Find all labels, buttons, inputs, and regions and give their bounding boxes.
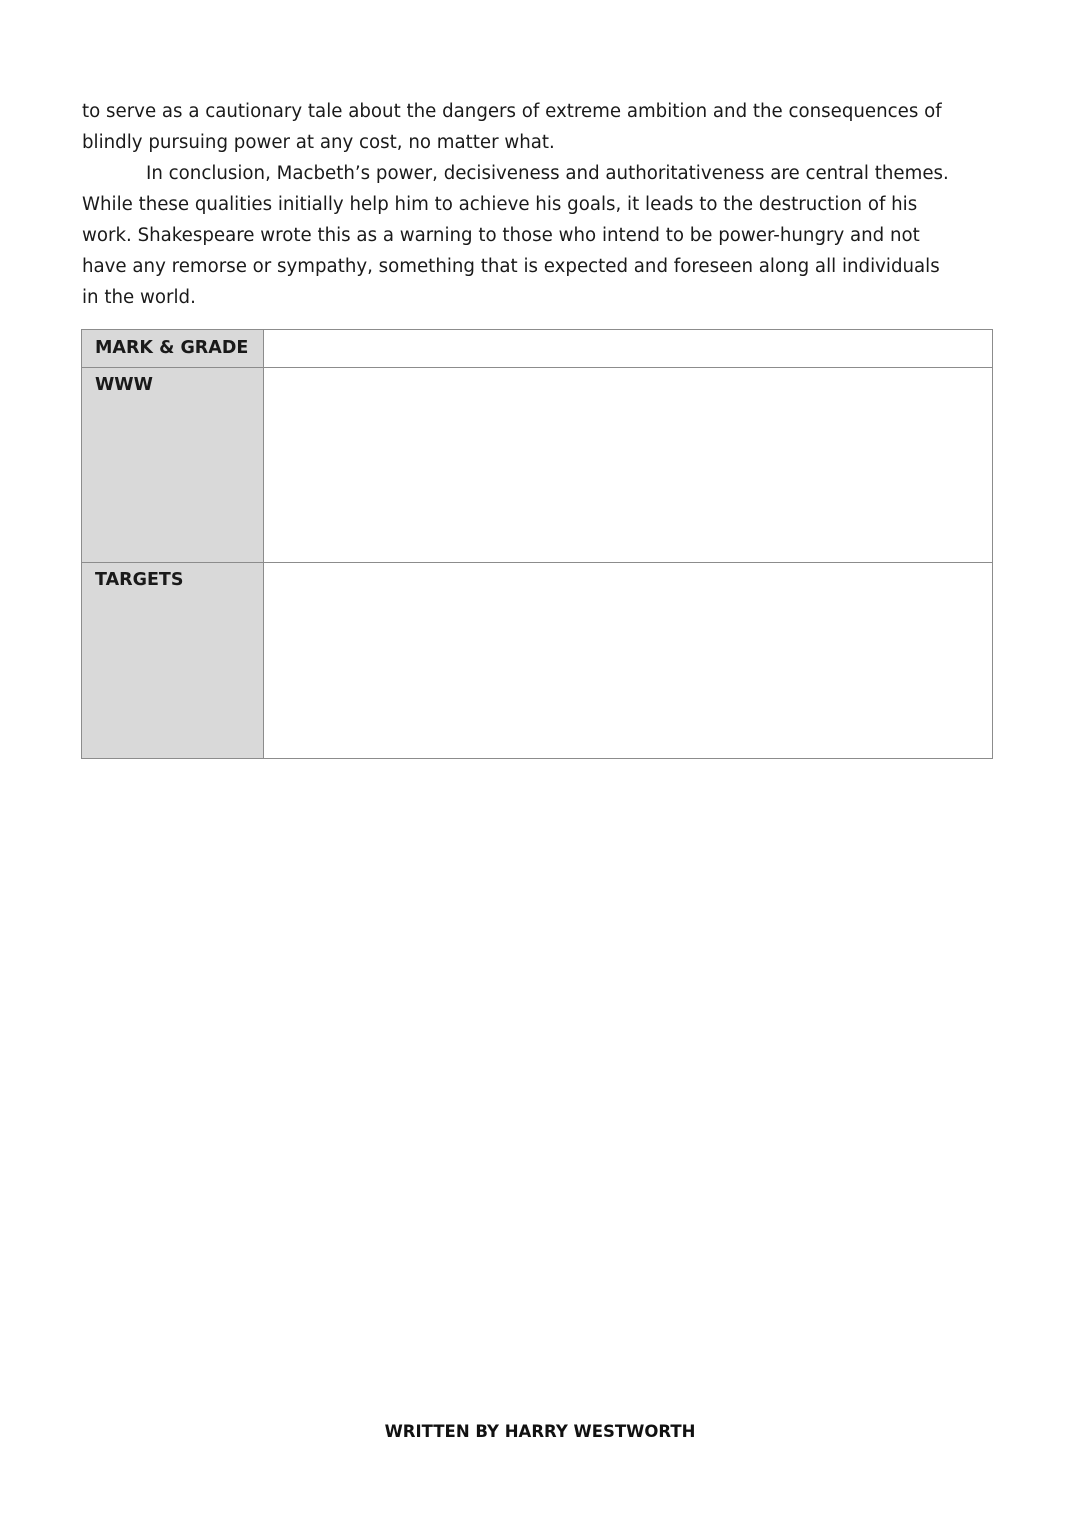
paragraph-line: blindly pursuing power at any cost, no matter what. (82, 132, 555, 153)
mark-grade-field[interactable] (264, 330, 993, 368)
paragraph-line: have any remorse or sympathy, something that is expected and foreseen along all individuals (82, 256, 940, 277)
paragraph-line: While these qualities initially help him to achieve his goals, it leads to the destruction of his (82, 194, 918, 215)
feedback-table (81, 329, 993, 759)
targets-label: TARGETS (82, 563, 264, 759)
paragraph-line: to serve as a cautionary tale about the dangers of extreme ambition and the consequences of (82, 101, 942, 122)
targets-field[interactable] (264, 563, 993, 759)
targets-row (82, 563, 993, 759)
mark-grade-label: MARK & GRADE (82, 330, 264, 368)
www-field[interactable] (264, 368, 993, 563)
www-row (82, 368, 993, 563)
essay-conclusion-text (82, 96, 997, 313)
www-label: WWW (82, 368, 264, 563)
mark-grade-row (82, 330, 993, 368)
paragraph-line: in the world. (82, 287, 196, 308)
paragraph-line: work. Shakespeare wrote this as a warning to those who intend to be power-hungry and not (82, 225, 920, 246)
author-credit: WRITTEN BY HARRY WESTWORTH (384, 1422, 696, 1441)
paragraph-line: In conclusion, Macbeth’s power, decisiveness and authoritativeness are central themes. (146, 163, 949, 184)
